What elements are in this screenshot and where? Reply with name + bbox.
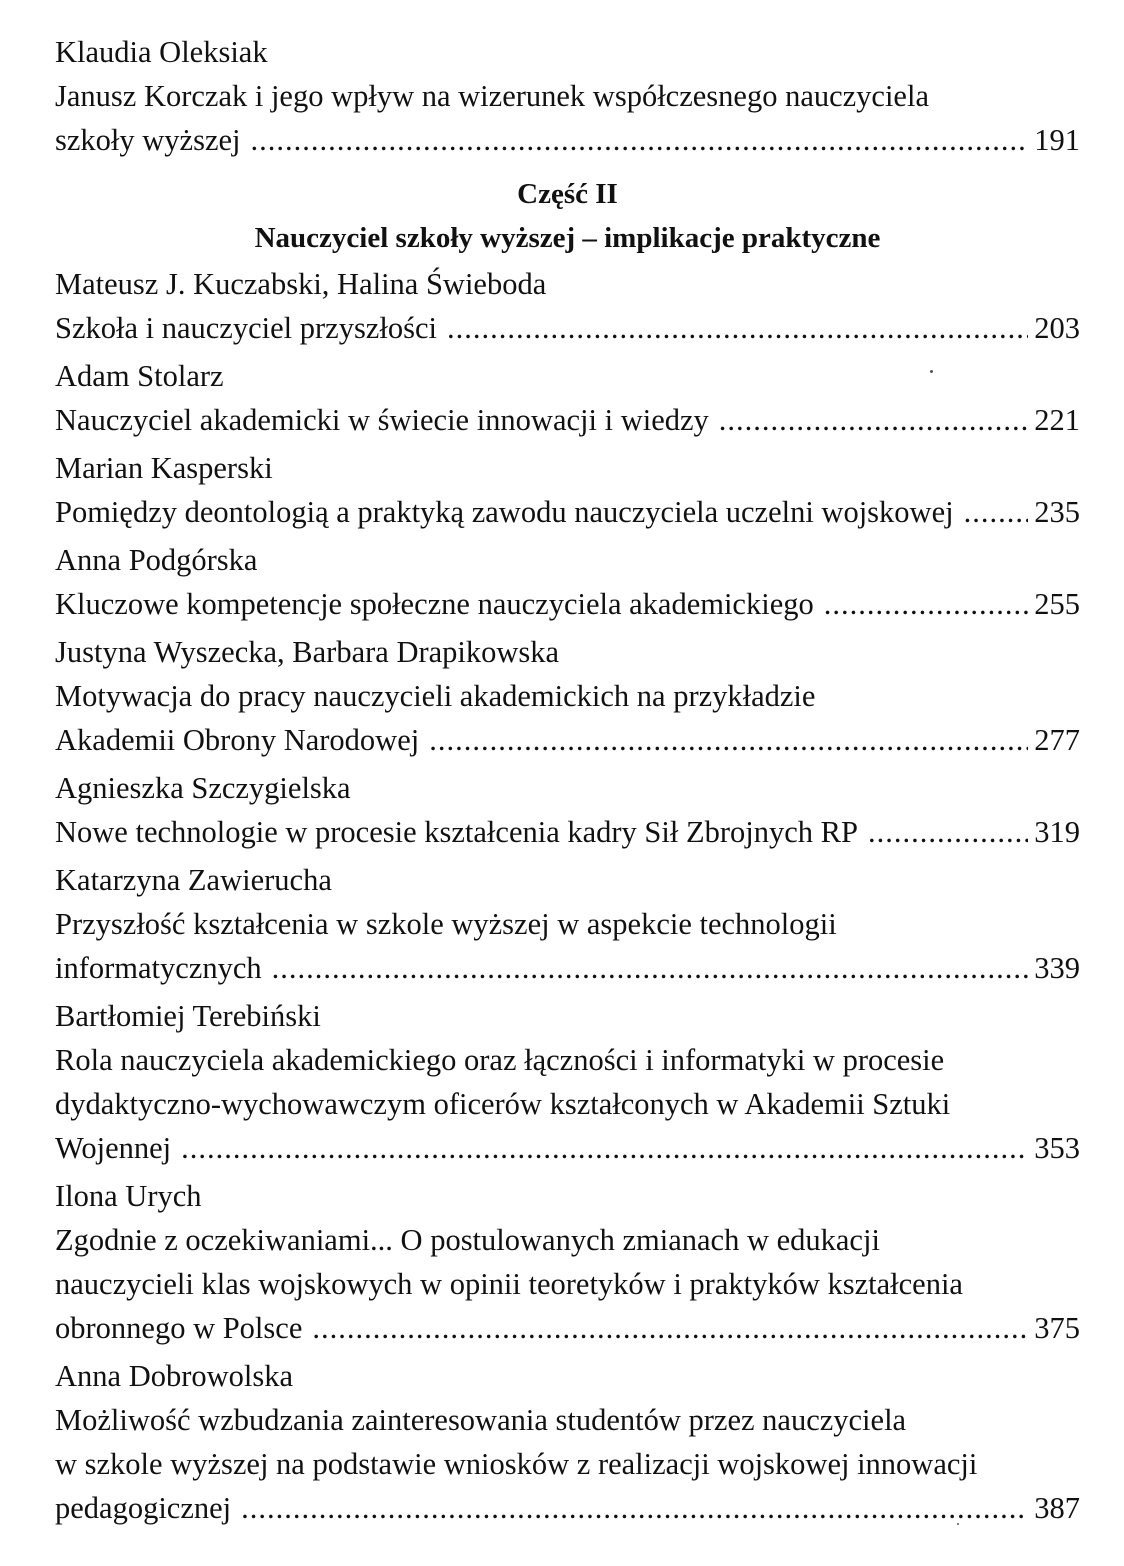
entry-title-last-line — [55, 946, 1080, 990]
toc-entries — [55, 262, 1080, 1530]
entry-author: Justyna Wyszecka, Barbara Drapikowska — [55, 635, 560, 669]
entry-title-text: obronnego w Polsce — [55, 1311, 303, 1345]
entry-author: Mateusz J. Kuczabski, Halina Świeboda — [55, 267, 547, 301]
entry-page-number: 375 — [1034, 1311, 1080, 1345]
toc-entry — [55, 30, 1080, 162]
dot-leader — [251, 118, 1029, 162]
scan-speck — [957, 1523, 959, 1525]
entry-page-number: 339 — [1034, 951, 1080, 985]
entry-page-number: 353 — [1034, 1131, 1080, 1165]
entry-title-last-line — [55, 1126, 1080, 1170]
entry-title-line: Rola nauczyciela akademickiego oraz łączności i informatyki w procesie — [55, 1043, 945, 1077]
entry-title-text: Nauczyciel akademicki w świecie innowacji i wiedzy — [55, 403, 709, 437]
table-of-contents-page — [55, 30, 1080, 1534]
dot-leader — [429, 718, 1028, 762]
entry-title-text: Akademii Obrony Narodowej — [55, 723, 420, 757]
entry-title-last-line — [55, 306, 1080, 350]
entry-page-number: 191 — [1034, 123, 1080, 157]
entry-title-text: Nowe technologie w procesie kształcenia kadry Sił Zbrojnych RP — [55, 815, 858, 849]
entry-title-text: Pomiędzy deontologią a praktyką zawodu nauczyciela uczelni wojskowej — [55, 495, 954, 529]
entry-page-number: 277 — [1034, 723, 1080, 757]
dot-leader — [719, 398, 1028, 442]
entry-title-last-line — [55, 718, 1080, 762]
entry-page-number: 387 — [1034, 1491, 1080, 1525]
entry-page-number: 235 — [1034, 495, 1080, 529]
entry-title-line: Motywacja do pracy nauczycieli akademickich na przykładzie — [55, 679, 816, 713]
entry-title-line: dydaktyczno-wychowawczym oficerów kształconych w Akademii Sztuki — [55, 1087, 951, 1121]
toc-entry — [55, 446, 1080, 534]
toc-entry — [55, 858, 1080, 990]
entry-author: Adam Stolarz — [55, 359, 224, 393]
dot-leader — [181, 1126, 1028, 1170]
entry-title-last-line — [55, 490, 1080, 534]
dot-leader — [312, 1306, 1028, 1350]
entry-title-line: w szkole wyższej na podstawie wniosków z realizacji wojskowej innowacji — [55, 1447, 978, 1481]
entry-title-last-line — [55, 118, 1080, 162]
dot-leader — [824, 582, 1029, 626]
dot-leader — [868, 810, 1028, 854]
part-subtitle: Nauczyciel szkoły wyższej – implikacje praktyczne — [254, 222, 881, 254]
entry-author: Klaudia Oleksiak — [55, 35, 268, 69]
entry-author: Ilona Urych — [55, 1179, 202, 1213]
entry-author: Marian Kasperski — [55, 451, 273, 485]
toc-entry — [55, 766, 1080, 854]
dot-leader — [447, 306, 1028, 350]
toc-entry — [55, 262, 1080, 350]
entry-title-last-line — [55, 398, 1080, 442]
entry-title-line: Janusz Korczak i jego wpływ na wizerunek współczesnego nauczyciela — [55, 79, 929, 113]
entry-page-number: 319 — [1034, 815, 1080, 849]
entry-title-line: Możliwość wzbudzania zainteresowania studentów przez nauczyciela — [55, 1403, 907, 1437]
toc-entries-before — [55, 30, 1080, 162]
dot-leader — [241, 1486, 1028, 1530]
entry-author: Agnieszka Szczygielska — [55, 771, 351, 805]
entry-title-line: Przyszłość kształcenia w szkole wyższej w aspekcie technologii — [55, 907, 837, 941]
entry-title-line: nauczycieli klas wojskowych w opinii teoretyków i praktyków kształcenia — [55, 1267, 963, 1301]
entry-page-number: 221 — [1034, 403, 1080, 437]
entry-title-line: Zgodnie z oczekiwaniami... O postulowanych zmianach w edukacji — [55, 1223, 880, 1257]
toc-entry — [55, 1354, 1080, 1530]
entry-title-text: Kluczowe kompetencje społeczne nauczyciela akademickiego — [55, 587, 814, 621]
entry-title-text: pedagogicznej — [55, 1491, 232, 1525]
entry-author: Katarzyna Zawierucha — [55, 863, 332, 897]
entry-title-text: Wojennej — [55, 1131, 172, 1165]
toc-entry — [55, 354, 1080, 442]
toc-entry — [55, 1174, 1080, 1350]
dot-leader — [272, 946, 1029, 990]
toc-entry — [55, 994, 1080, 1170]
entry-title-last-line — [55, 1486, 1080, 1530]
entry-title-text: szkoły wyższej — [55, 123, 241, 157]
entry-author: Anna Dobrowolska — [55, 1359, 294, 1393]
part-heading: Część II — [517, 178, 618, 210]
entry-page-number: 203 — [1034, 311, 1080, 345]
toc-entry — [55, 630, 1080, 762]
scan-speck — [930, 370, 933, 373]
entry-title-last-line — [55, 1306, 1080, 1350]
dot-leader — [964, 490, 1029, 534]
entry-title-text: informatycznych — [55, 951, 262, 985]
toc-entry — [55, 538, 1080, 626]
entry-title-text: Szkoła i nauczyciel przyszłości — [55, 311, 437, 345]
entry-author: Anna Podgórska — [55, 543, 258, 577]
entry-author: Bartłomiej Terebiński — [55, 999, 321, 1033]
entry-title-last-line — [55, 810, 1080, 854]
entry-page-number: 255 — [1034, 587, 1080, 621]
entry-title-last-line — [55, 582, 1080, 626]
